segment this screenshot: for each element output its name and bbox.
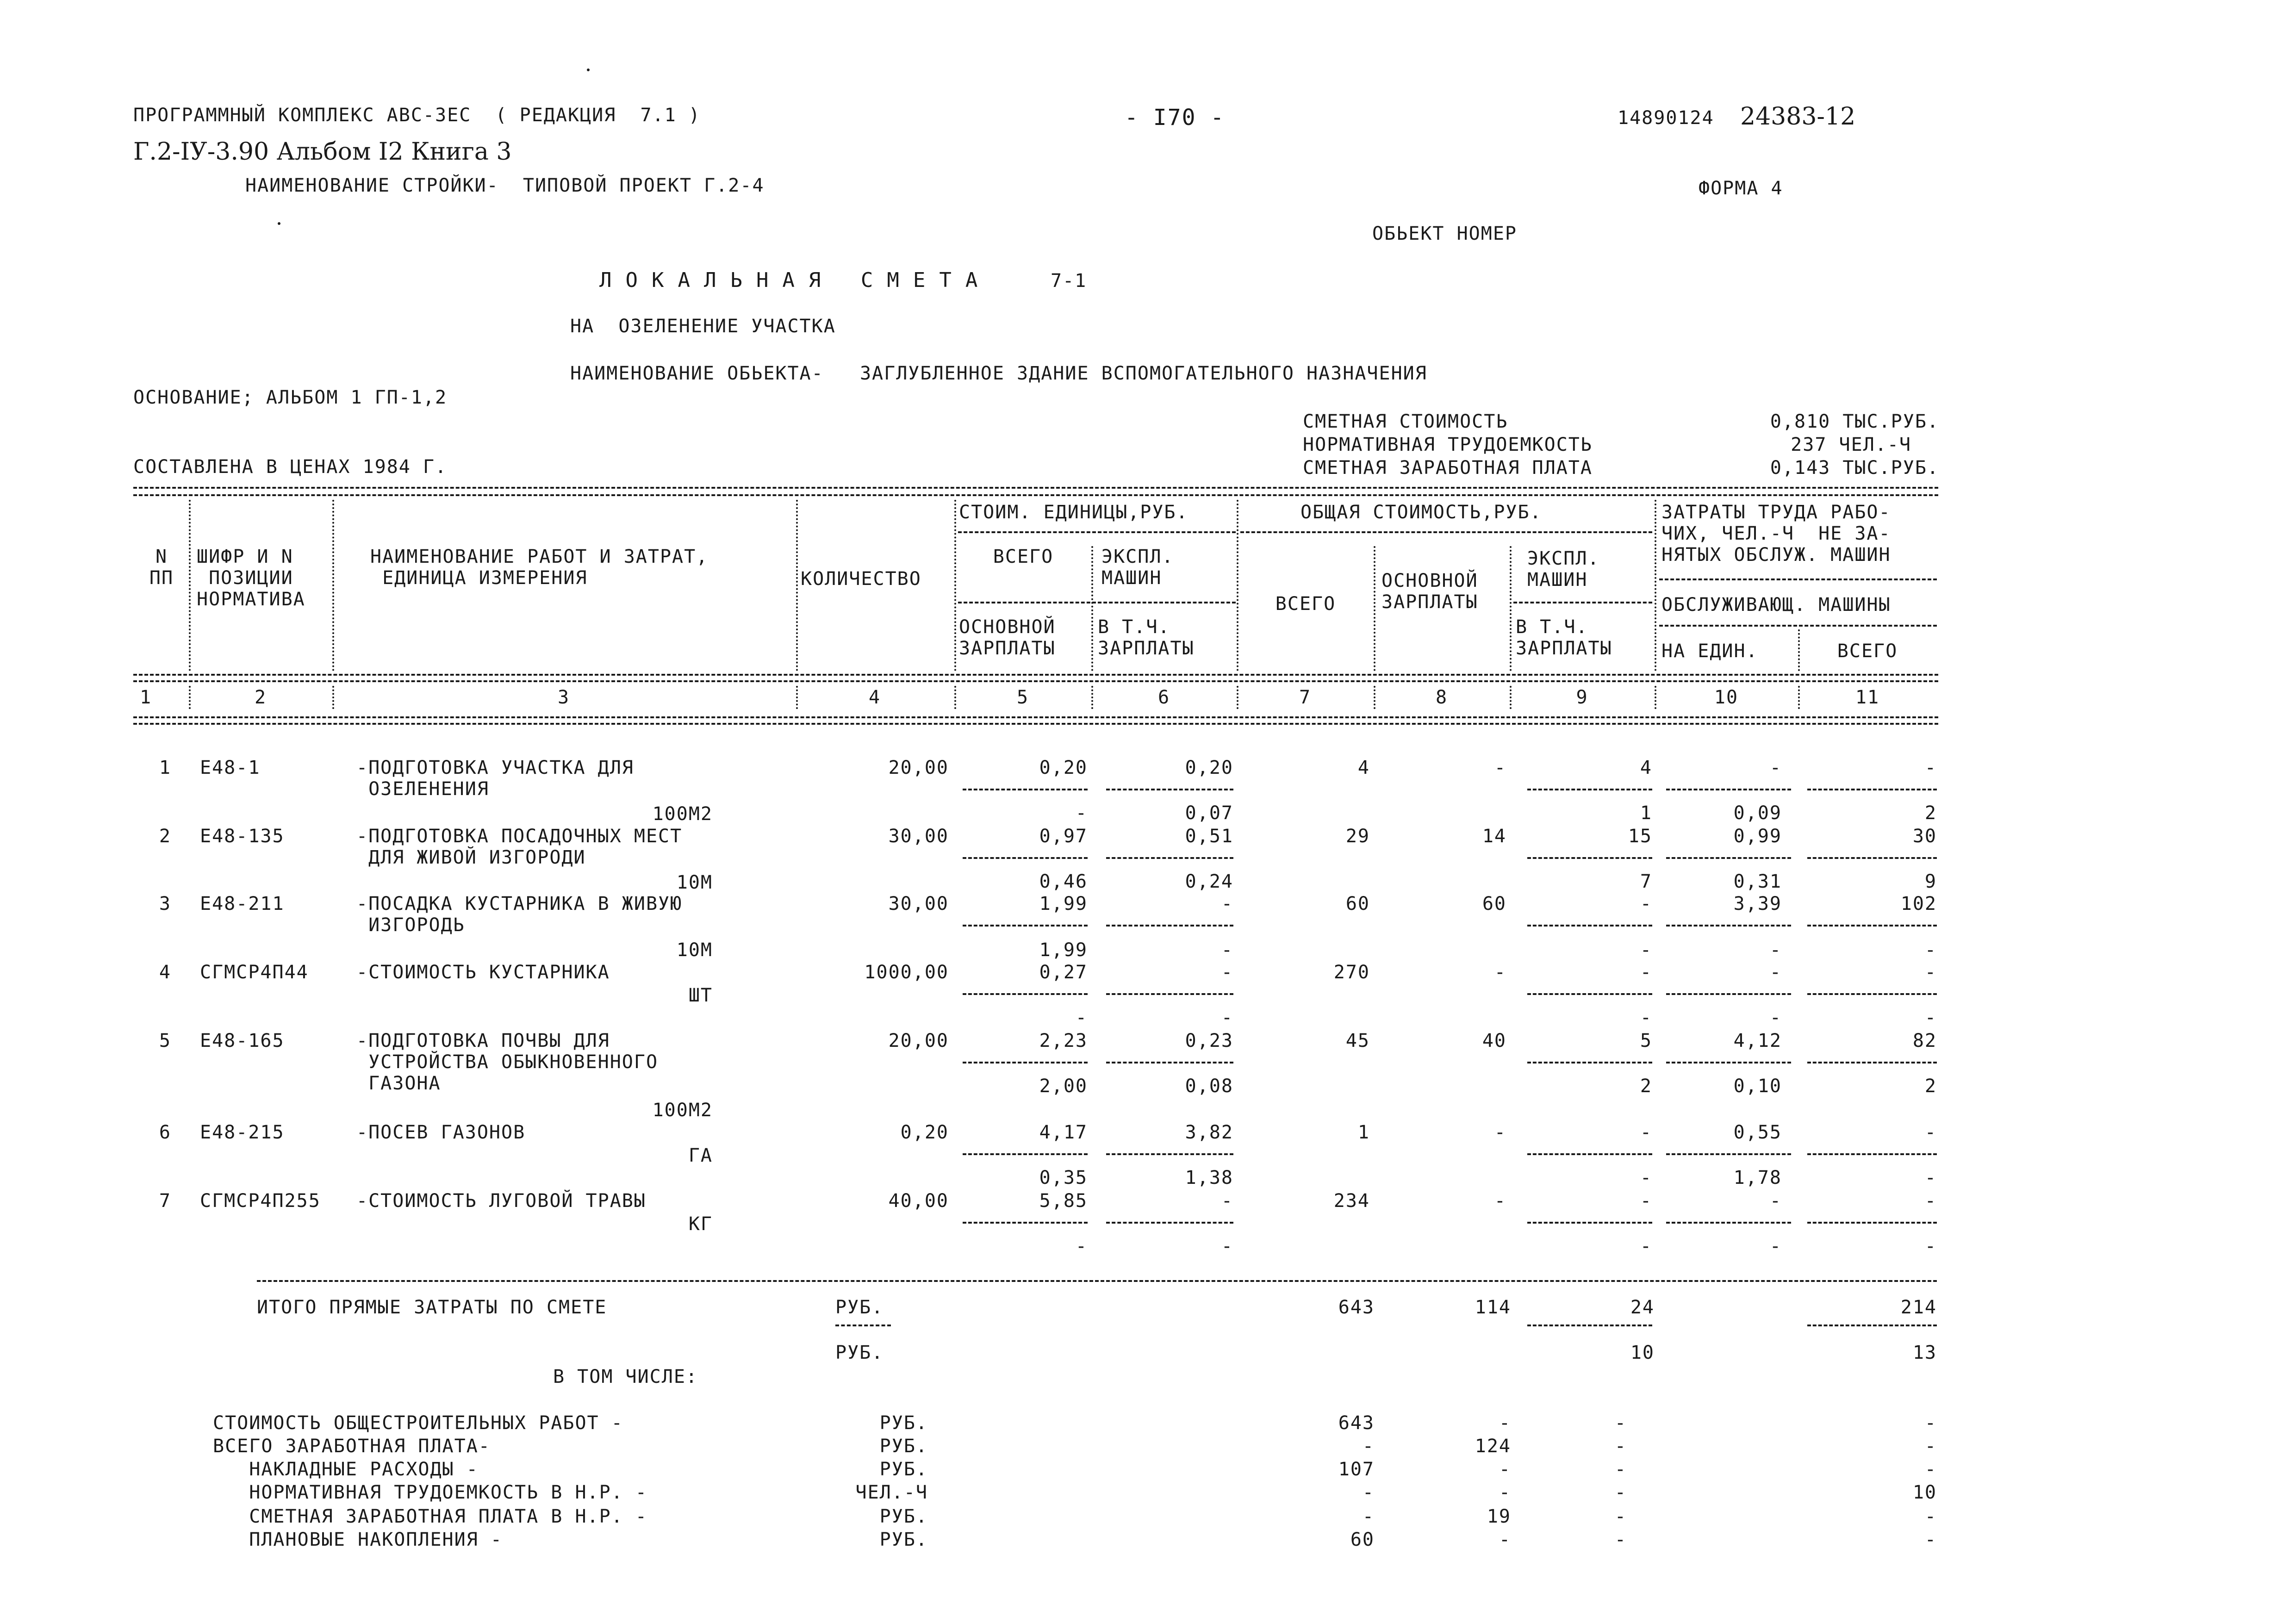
col-sep [1655, 500, 1656, 671]
breakdown-c9: - [1614, 1412, 1627, 1434]
row-c5-lower: - [1075, 802, 1088, 824]
row-quantity: 0,20 [900, 1122, 949, 1143]
row-c7: 29 [1345, 826, 1370, 847]
breakdown-label: ВСЕГО ЗАРАБОТНАЯ ПЛАТА- [213, 1436, 491, 1457]
rule [1659, 578, 1937, 580]
rule [133, 487, 1938, 489]
row-code: Е48-135 [200, 826, 285, 847]
row-c10-lower: 0,31 [1733, 871, 1782, 892]
row-number: 3 [159, 893, 171, 914]
cell-rule [963, 925, 1088, 927]
col-sep [1798, 686, 1800, 709]
breakdown-c11: - [1924, 1436, 1937, 1457]
estimate-basis: ОСНОВАНИЕ; АЛЬБОМ 1 ГП-1,2 [133, 387, 448, 408]
row-c6-lower: 0,24 [1185, 871, 1233, 892]
row-c5: 0,97 [1039, 826, 1088, 847]
row-c5-lower: 0,46 [1039, 871, 1088, 892]
row-c5: 0,27 [1039, 962, 1088, 983]
header-total-cost: ОБЩАЯ СТОИМОСТЬ,РУБ. [1300, 502, 1542, 523]
breakdown-c7: 643 [1338, 1412, 1375, 1434]
breakdown-c8: - [1499, 1482, 1511, 1503]
breakdown-c7: - [1362, 1482, 1375, 1503]
row-c5: 1,99 [1039, 893, 1088, 914]
row-c9: 5 [1640, 1030, 1652, 1051]
row-c10-lower: 1,78 [1733, 1167, 1782, 1188]
breakdown-unit: РУБ. [879, 1529, 928, 1550]
cell-rule [1106, 993, 1233, 995]
totals-c9b: 10 [1630, 1342, 1655, 1363]
cell-rule [1527, 1222, 1652, 1224]
row-c10-lower: - [1769, 1007, 1782, 1028]
cell-rule [1666, 925, 1791, 927]
totals-c11: 214 [1900, 1297, 1937, 1318]
document-code: 14890124 [1618, 107, 1714, 129]
breakdown-c7: - [1362, 1436, 1375, 1457]
breakdown-c8: - [1499, 1459, 1511, 1480]
row-code: Е48-1 [200, 757, 261, 778]
row-c10-lower: 0,09 [1733, 802, 1782, 824]
row-number: 6 [159, 1122, 171, 1143]
row-c7: 4 [1357, 757, 1370, 778]
row-c11: - [1924, 962, 1937, 983]
col-number: 2 [254, 687, 267, 708]
row-c10: - [1769, 1190, 1782, 1212]
breakdown-c8: 19 [1487, 1506, 1511, 1527]
row-c9: - [1640, 1190, 1652, 1212]
totals-unit-2: РУБ. [835, 1342, 884, 1363]
row-c5-lower: 2,00 [1039, 1076, 1088, 1097]
row-work-name: -ПОДГОТОВКА ПОСАДОЧНЫХ МЕСТ ДЛЯ ЖИВОЙ ИЗГОРОДИ [356, 826, 683, 868]
row-unit: 10М [676, 872, 713, 893]
totals-label: ИТОГО ПРЯМЫЕ ЗАТРАТЫ ПО СМЕТЕ [257, 1297, 607, 1318]
col-number: 10 [1714, 687, 1739, 708]
breakdown-c9: - [1614, 1459, 1627, 1480]
row-c10: - [1769, 757, 1782, 778]
row-c9-lower: - [1640, 1007, 1652, 1028]
row-work-name: -СТОИМОСТЬ ЛУГОВОЙ ТРАВЫ [356, 1190, 646, 1212]
breakdown-label: НОРМАТИВНАЯ ТРУДОЕМКОСТЬ В Н.Р. - [213, 1482, 647, 1503]
row-unit: 100М2 [652, 1100, 713, 1121]
row-c6-lower: 1,38 [1185, 1167, 1233, 1188]
row-c10: 4,12 [1733, 1030, 1782, 1051]
row-c8: - [1494, 757, 1506, 778]
header-c9-bot: В Т.Ч. ЗАРПЛАТЫ [1516, 616, 1612, 659]
cell-rule [1106, 1222, 1233, 1224]
breakdown-unit: РУБ. [879, 1436, 928, 1457]
row-code: СГМСР4П44 [200, 962, 309, 983]
col-sep [1091, 546, 1093, 671]
row-c10-lower: - [1769, 1236, 1782, 1257]
row-quantity: 30,00 [888, 826, 949, 847]
summary-value: 0,143 ТЫС.РУБ. [1770, 457, 1939, 479]
breakdown-c7: 107 [1338, 1459, 1375, 1480]
breakdown-c11: - [1924, 1459, 1937, 1480]
row-number: 4 [159, 962, 171, 983]
breakdown-c11: 10 [1912, 1482, 1937, 1503]
col-number: 11 [1855, 687, 1880, 708]
breakdown-c8: - [1499, 1529, 1511, 1550]
row-c5-lower: - [1075, 1236, 1088, 1257]
cell-rule [1666, 1222, 1791, 1224]
totals-c9: 24 [1630, 1297, 1655, 1318]
row-number: 5 [159, 1030, 171, 1051]
row-c8: - [1494, 1122, 1506, 1143]
cell-rule [1666, 1062, 1791, 1063]
col-sep [1237, 686, 1238, 709]
col-sep [332, 686, 334, 709]
row-c9-lower: - [1640, 1236, 1652, 1257]
breakdown-label: СТОИМОСТЬ ОБЩЕСТРОИТЕЛЬНЫХ РАБОТ - [213, 1412, 623, 1434]
row-code: Е48-165 [200, 1030, 285, 1051]
header-labor-sub: ОБСЛУЖИВАЮЩ. МАШИНЫ [1661, 594, 1891, 616]
cell-rule [1527, 993, 1652, 995]
breakdown-c9: - [1614, 1482, 1627, 1503]
col-sep [796, 686, 798, 709]
cell-rule [963, 1062, 1088, 1063]
rule [1513, 602, 1652, 603]
cell-rule [1106, 857, 1233, 859]
cell-rule [963, 1153, 1088, 1155]
row-quantity: 40,00 [888, 1190, 949, 1212]
header-code: ШИФР И N ПОЗИЦИИ НОРМАТИВА [197, 546, 305, 610]
row-c11-lower: 2 [1924, 802, 1937, 824]
col-number: 1 [139, 687, 152, 708]
object-name: НАИМЕНОВАНИЕ ОБЬЕКТА- ЗАГЛУБЛЕННОЕ ЗДАНИЕ ВСПОМОГАТЕЛЬНОГО НАЗНАЧЕНИЯ [570, 363, 1427, 384]
rule [133, 494, 1938, 496]
col-sep [1510, 546, 1512, 671]
row-c10: 3,39 [1733, 893, 1782, 914]
row-c7: 45 [1345, 1030, 1370, 1051]
album-reference: Г.2-IУ-3.90 Альбом I2 Книга 3 [133, 138, 512, 166]
col-number: 7 [1299, 687, 1312, 708]
cell-rule [1666, 1153, 1791, 1155]
row-work-name: -СТОИМОСТЬ КУСТАРНИКА [356, 962, 610, 983]
row-number: 2 [159, 826, 171, 847]
cell-rule [1807, 925, 1937, 927]
row-c6: - [1221, 893, 1233, 914]
col-number: 4 [868, 687, 881, 708]
row-work-name: -ПОСЕВ ГАЗОНОВ [356, 1122, 526, 1143]
row-c6-lower: 0,08 [1185, 1076, 1233, 1097]
breakdown-c8: - [1499, 1412, 1511, 1434]
row-c11-lower: - [1924, 1236, 1937, 1257]
col-sep [1510, 686, 1512, 709]
col-sep [332, 500, 334, 671]
summary-value: 237 ЧЕЛ.-Ч [1791, 434, 1911, 455]
row-c11: 102 [1900, 893, 1937, 914]
row-c9: 4 [1640, 757, 1652, 778]
cell-rule [1106, 925, 1233, 927]
header-c10: НА ЕДИН. [1661, 640, 1758, 662]
cell-rule [1807, 993, 1937, 995]
rule [958, 602, 1236, 603]
cell-rule [1807, 1062, 1937, 1063]
rule [257, 1280, 1937, 1282]
col-sep [1091, 686, 1093, 709]
row-c6-lower: - [1221, 1236, 1233, 1257]
row-c8: - [1494, 962, 1506, 983]
summary-value: 0,810 ТЫС.РУБ. [1770, 411, 1939, 432]
row-c11-lower: 9 [1924, 871, 1937, 892]
row-c5-lower: 0,35 [1039, 1167, 1088, 1188]
row-c9-lower: 1 [1640, 802, 1652, 824]
cell-rule [963, 789, 1088, 790]
col-number: 5 [1016, 687, 1029, 708]
header-c9-top: ЭКСПЛ. МАШИН [1527, 548, 1600, 591]
row-unit: КГ [688, 1213, 713, 1235]
program-name: ПРОГРАММНЫЙ КОМПЛЕКС АВС-ЗЕС ( РЕДАКЦИЯ 7.1 ) [133, 105, 701, 126]
col-sep [954, 686, 956, 709]
cell-rule [1666, 789, 1791, 790]
row-c5: 4,17 [1039, 1122, 1088, 1143]
row-quantity: 30,00 [888, 893, 949, 914]
header-work-name: НАИМЕНОВАНИЕ РАБОТ И ЗАТРАТ, ЕДИНИЦА ИЗМЕРЕНИЯ [370, 546, 709, 589]
rule [133, 674, 1938, 676]
cell-rule [1807, 1222, 1937, 1224]
rule [1240, 531, 1652, 533]
col-number: 9 [1576, 687, 1588, 708]
row-unit: ГА [688, 1145, 713, 1166]
row-c11: 82 [1912, 1030, 1937, 1051]
col-sep [1237, 500, 1238, 671]
row-c10: - [1769, 962, 1782, 983]
cell-rule [1527, 1062, 1652, 1063]
cell-rule [1106, 1062, 1233, 1063]
construction-name: НАИМЕНОВАНИЕ СТРОЙКИ- ТИПОВОЙ ПРОЕКТ Г.2-4 [245, 175, 765, 196]
row-c9-lower: 7 [1640, 871, 1652, 892]
col-sep [1374, 686, 1375, 709]
row-quantity: 20,00 [888, 1030, 949, 1051]
row-c10-lower: 0,10 [1733, 1076, 1782, 1097]
row-c7: 270 [1333, 962, 1370, 983]
row-c11-lower: - [1924, 1167, 1937, 1188]
header-quantity: КОЛИЧЕСТВО [801, 568, 921, 590]
row-c11: 30 [1912, 826, 1937, 847]
estimate-subject: НА ОЗЕЛЕНЕНИЕ УЧАСТКА [570, 316, 836, 337]
header-n: N ПП [149, 546, 174, 589]
row-c7: 60 [1345, 893, 1370, 914]
col-sep [1798, 629, 1800, 671]
row-c9-lower: - [1640, 1167, 1652, 1188]
cell-rule [963, 993, 1088, 995]
row-c6: - [1221, 1190, 1233, 1212]
breakdown-c11: - [1924, 1506, 1937, 1527]
rule [1807, 1325, 1937, 1326]
cell-rule [1666, 857, 1791, 859]
cell-rule [1527, 925, 1652, 927]
rule [133, 723, 1938, 725]
cell-rule [963, 857, 1088, 859]
rule [958, 531, 1236, 533]
header-c7: ВСЕГО [1275, 593, 1336, 615]
row-c6: 0,51 [1185, 826, 1233, 847]
totals-unit: РУБ. [835, 1297, 884, 1318]
header-labor: ЗАТРАТЫ ТРУДА РАБО- ЧИХ, ЧЕЛ.-Ч НЕ ЗА- НЯТЫХ ОБСЛУЖ. МАШИН [1661, 502, 1891, 566]
row-unit: ШТ [688, 985, 713, 1006]
row-c9: - [1640, 1122, 1652, 1143]
row-unit: 10М [676, 939, 713, 961]
object-number: ОБЬЕКТ НОМЕР [1372, 223, 1517, 244]
row-unit: 100М2 [652, 803, 713, 825]
breakdown-unit: ЧЕЛ.-Ч [855, 1482, 928, 1503]
breakdown-c7: - [1362, 1506, 1375, 1527]
header-c6-top: ЭКСПЛ. МАШИН [1101, 546, 1174, 589]
breakdown-c7: 60 [1350, 1529, 1375, 1550]
cell-rule [1106, 1153, 1233, 1155]
cell-rule [1807, 1153, 1937, 1155]
row-c9-lower: - [1640, 939, 1652, 961]
cell-rule [1807, 857, 1937, 859]
breakdown-unit: РУБ. [879, 1506, 928, 1527]
header-c5-top: ВСЕГО [993, 546, 1054, 567]
breakdown-label: ПЛАНОВЫЕ НАКОПЛЕНИЯ - [213, 1529, 503, 1550]
breakdown-label: НАКЛАДНЫЕ РАСХОДЫ - [213, 1459, 479, 1480]
row-c9: - [1640, 893, 1652, 914]
breakdown-unit: РУБ. [879, 1412, 928, 1434]
rule [1659, 625, 1937, 627]
breakdown-c9: - [1614, 1529, 1627, 1550]
rule [133, 680, 1938, 682]
cell-rule [1807, 789, 1937, 790]
breakdown-c9: - [1614, 1506, 1627, 1527]
col-sep [954, 500, 956, 671]
row-c10-lower: - [1769, 939, 1782, 961]
row-c9: - [1640, 962, 1652, 983]
breakdown-c8: 124 [1475, 1436, 1511, 1457]
row-c5: 2,23 [1039, 1030, 1088, 1051]
handwritten-code: 24383-12 [1740, 103, 1856, 131]
header-c11: ВСЕГО [1837, 640, 1898, 662]
rule [133, 716, 1938, 718]
row-number: 1 [159, 757, 171, 778]
header-unit-cost: СТОИМ. ЕДИНИЦЫ,РУБ. [959, 502, 1188, 523]
col-sep [796, 500, 798, 671]
cell-rule [1527, 857, 1652, 859]
row-c11-lower: 2 [1924, 1076, 1937, 1097]
cell-rule [1106, 789, 1233, 790]
cell-rule [1666, 993, 1791, 995]
row-quantity: 20,00 [888, 757, 949, 778]
col-sep [1374, 546, 1375, 671]
summary-label: НОРМАТИВНАЯ ТРУДОЕМКОСТЬ [1303, 434, 1593, 455]
row-c6: 3,82 [1185, 1122, 1233, 1143]
row-c8: - [1494, 1190, 1506, 1212]
row-c6: 0,23 [1185, 1030, 1233, 1051]
document-title-number: 7-1 [1051, 270, 1087, 292]
row-work-name: -ПОСАДКА КУСТАРНИКА В ЖИВУЮ ИЗГОРОДЬ [356, 893, 683, 936]
cell-rule [1527, 789, 1652, 790]
totals-c11b: 13 [1912, 1342, 1937, 1363]
row-code: СГМСР4П255 [200, 1190, 321, 1212]
row-c6: 0,20 [1185, 757, 1233, 778]
row-c11: - [1924, 1190, 1937, 1212]
rule [1527, 1325, 1652, 1326]
row-c5: 0,20 [1039, 757, 1088, 778]
row-quantity: 1000,00 [864, 962, 949, 983]
header-c5-bot: ОСНОВНОЙ ЗАРПЛАТЫ [959, 616, 1056, 659]
breakdown-c11: - [1924, 1529, 1937, 1550]
totals-c8: 114 [1475, 1297, 1511, 1318]
col-number: 6 [1157, 687, 1170, 708]
breakdown-c9: - [1614, 1436, 1627, 1457]
row-c9: 15 [1628, 826, 1652, 847]
row-c5-lower: 1,99 [1039, 939, 1088, 961]
row-c11: - [1924, 757, 1937, 778]
row-number: 7 [159, 1190, 171, 1212]
row-code: Е48-211 [200, 893, 285, 914]
row-c10: 0,55 [1733, 1122, 1782, 1143]
col-number: 3 [557, 687, 570, 708]
price-level: СОСТАВЛЕНА В ЦЕНАХ 1984 Г. [133, 456, 448, 478]
row-c6-lower: - [1221, 1007, 1233, 1028]
col-number: 8 [1435, 687, 1448, 708]
page-number: - I70 - [1125, 105, 1225, 131]
row-c7: 1 [1357, 1122, 1370, 1143]
row-work-name: -ПОДГОТОВКА ПОЧВЫ ДЛЯ УСТРОЙСТВА ОБЫКНОВЕННОГО ГАЗОНА [356, 1030, 659, 1094]
speck [587, 68, 590, 71]
rule [835, 1325, 891, 1326]
row-c5-lower: - [1075, 1007, 1088, 1028]
summary-label: СМЕТНАЯ ЗАРАБОТНАЯ ПЛАТА [1303, 457, 1593, 479]
row-c8: 60 [1482, 893, 1506, 914]
row-c6: - [1221, 962, 1233, 983]
row-code: Е48-215 [200, 1122, 285, 1143]
form-label: ФОРМА 4 [1699, 178, 1783, 199]
row-c8: 40 [1482, 1030, 1506, 1051]
row-c11: - [1924, 1122, 1937, 1143]
breakdown-c11: - [1924, 1412, 1937, 1434]
summary-label: СМЕТНАЯ СТОИМОСТЬ [1303, 411, 1508, 432]
row-c10: 0,99 [1733, 826, 1782, 847]
speck [278, 222, 280, 225]
row-work-name: -ПОДГОТОВКА УЧАСТКА ДЛЯ ОЗЕЛЕНЕНИЯ [356, 757, 634, 800]
breakdown-unit: РУБ. [879, 1459, 928, 1480]
row-c7: 234 [1333, 1190, 1370, 1212]
header-c6-bot: В Т.Ч. ЗАРПЛАТЫ [1098, 616, 1195, 659]
row-c11-lower: - [1924, 1007, 1937, 1028]
col-sep [189, 500, 191, 671]
cell-rule [1527, 1153, 1652, 1155]
document-title: ЛОКАЛЬНАЯ СМЕТА [599, 268, 992, 292]
header-c8: ОСНОВНОЙ ЗАРПЛАТЫ [1381, 570, 1478, 613]
breakdown-label: СМЕТНАЯ ЗАРАБОТНАЯ ПЛАТА В Н.Р. - [213, 1506, 647, 1527]
cell-rule [963, 1222, 1088, 1224]
row-c8: 14 [1482, 826, 1506, 847]
row-c9-lower: 2 [1640, 1076, 1652, 1097]
row-c11-lower: - [1924, 939, 1937, 961]
row-c6-lower: 0,07 [1185, 802, 1233, 824]
row-c6-lower: - [1221, 939, 1233, 961]
col-sep [1655, 686, 1656, 709]
including-label: В ТОМ ЧИСЛЕ: [553, 1366, 698, 1387]
totals-c7: 643 [1338, 1297, 1375, 1318]
col-sep [189, 686, 191, 709]
row-c5: 5,85 [1039, 1190, 1088, 1212]
